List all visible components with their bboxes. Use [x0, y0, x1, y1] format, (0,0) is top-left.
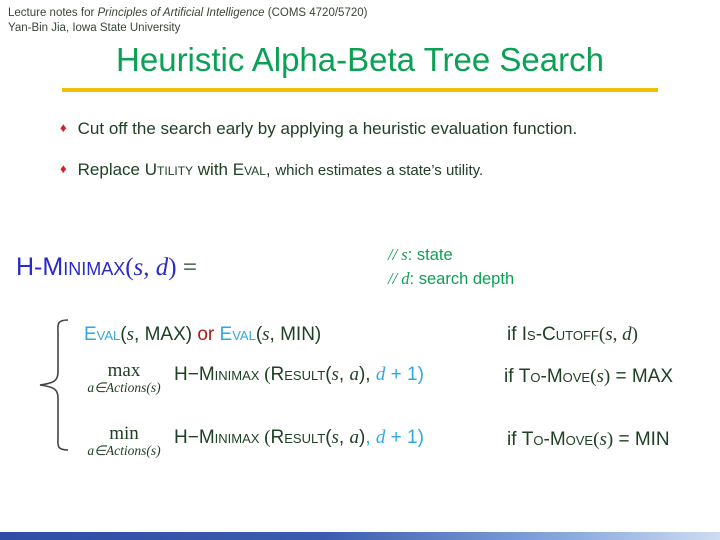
if-keyword: if	[507, 429, 522, 450]
h-minimax-label: H-Minimax	[16, 253, 126, 281]
var-d: d	[375, 364, 386, 385]
var-a: a	[87, 443, 95, 458]
to-move-label: To-Move	[521, 429, 594, 450]
var-s: s	[599, 429, 607, 450]
to-move-label: To-Move	[518, 366, 591, 387]
or-keyword: or	[192, 324, 220, 345]
is-cutoff-label: Is-Cutoff	[521, 324, 599, 345]
paren: )	[631, 324, 638, 345]
header-line-2: Yan-Bin Jia, Iowa State University	[8, 22, 181, 34]
equals-max: = MAX	[610, 366, 673, 387]
comment-slashes: //	[388, 269, 402, 288]
paren: )	[358, 427, 366, 448]
paren: (	[120, 324, 127, 345]
paren: )	[168, 254, 177, 281]
underscript-min	[74, 424, 174, 458]
h-minimax-label: H−Minimax	[174, 427, 260, 448]
var-s: s	[331, 364, 339, 385]
element-of-symbol: ∈	[94, 380, 106, 395]
actions-label: Actions(s)	[105, 443, 161, 458]
formula-comments	[388, 243, 514, 291]
header-line1-prefix: Lecture notes for	[8, 7, 98, 19]
var-d: d	[155, 254, 169, 281]
paren: (	[325, 364, 332, 385]
text-run: which estimates a state’s utility.	[275, 162, 484, 179]
var-s: s	[596, 366, 604, 387]
comma: ,	[612, 324, 623, 345]
depth-increment: + 1)	[385, 427, 424, 448]
actions-subscript	[74, 381, 174, 395]
eval-label: Eval	[219, 324, 256, 345]
var-a: a	[349, 427, 359, 448]
var-s: s	[331, 427, 339, 448]
left-brace	[28, 318, 74, 454]
var-d: d	[401, 269, 410, 288]
text-run: ,	[265, 160, 276, 179]
var-s: s	[133, 254, 144, 281]
header-line-1	[8, 6, 367, 21]
var-a: a	[87, 380, 95, 395]
footer-bar	[0, 532, 720, 540]
paren: (	[255, 324, 263, 345]
comment-slashes: //	[388, 245, 402, 264]
paren: ),	[358, 364, 371, 385]
text-run: , MAX)	[134, 324, 193, 345]
case-condition-2	[504, 366, 673, 388]
equals-min: = MIN	[613, 429, 670, 450]
header-line1-suffix: (COMS 4720/5720)	[264, 7, 368, 19]
case-row-3-formula	[174, 427, 424, 449]
comma: ,	[338, 364, 350, 385]
comment-text: : search depth	[409, 270, 515, 288]
case-condition-3	[507, 429, 670, 451]
var-s: s	[126, 324, 135, 345]
utility-label: Utility	[144, 160, 194, 179]
title-underline	[62, 88, 658, 92]
depth-increment: + 1)	[385, 364, 424, 385]
text-run: , MIN)	[269, 324, 322, 345]
result-label: Result	[270, 364, 326, 385]
eval-label: Eval	[84, 324, 121, 345]
bullet-item-2	[60, 160, 483, 180]
var-d: d	[622, 324, 632, 345]
result-label: Result	[270, 427, 326, 448]
var-s: s	[401, 245, 408, 264]
min-operator: min	[109, 423, 139, 444]
comma: ,	[365, 427, 376, 448]
var-d: d	[375, 427, 386, 448]
bullet-2-text	[78, 160, 484, 179]
var-s: s	[605, 324, 613, 345]
case-condition-1	[507, 324, 638, 346]
paren: (	[259, 427, 271, 448]
header-note	[8, 6, 367, 36]
var-a: a	[349, 364, 359, 385]
equals-sign: =	[176, 254, 197, 281]
comma: ,	[143, 254, 156, 281]
actions-subscript	[74, 444, 174, 458]
actions-label: Actions(s)	[105, 380, 161, 395]
comment-line-1	[388, 243, 514, 267]
paren: )	[603, 366, 611, 387]
text-run: Replace	[77, 160, 145, 179]
paren: (	[125, 254, 134, 281]
diamond-bullet-icon: ♦	[60, 161, 67, 176]
comma: ,	[338, 427, 350, 448]
comment-line-2	[388, 267, 514, 291]
course-name: Principles of Artificial Intelligence	[97, 7, 265, 19]
formula-lhs	[16, 253, 197, 282]
paren: (	[325, 427, 332, 448]
text-run: with	[193, 160, 233, 179]
bullet-item-1	[60, 119, 577, 139]
case-row-1	[84, 324, 321, 346]
paren: )	[606, 429, 614, 450]
h-minimax-label: H−Minimax	[174, 364, 260, 385]
paren: (	[593, 429, 600, 450]
if-keyword: if	[507, 324, 522, 345]
max-operator: max	[107, 360, 141, 381]
diamond-bullet-icon: ♦	[60, 120, 67, 135]
paren: (	[598, 324, 606, 345]
eval-label: Eval	[232, 160, 266, 179]
comment-text: : state	[407, 246, 453, 264]
underscript-max	[74, 361, 174, 395]
element-of-symbol: ∈	[94, 443, 106, 458]
page-title: Heuristic Alpha-Beta Tree Search	[116, 41, 604, 78]
paren: (	[259, 364, 271, 385]
var-s: s	[262, 324, 270, 345]
paren: (	[590, 366, 597, 387]
case-row-2-formula	[174, 364, 424, 386]
if-keyword: if	[504, 366, 519, 387]
bullet-1-text: Cut off the search early by applying a heuristic evaluation function.	[77, 119, 578, 138]
